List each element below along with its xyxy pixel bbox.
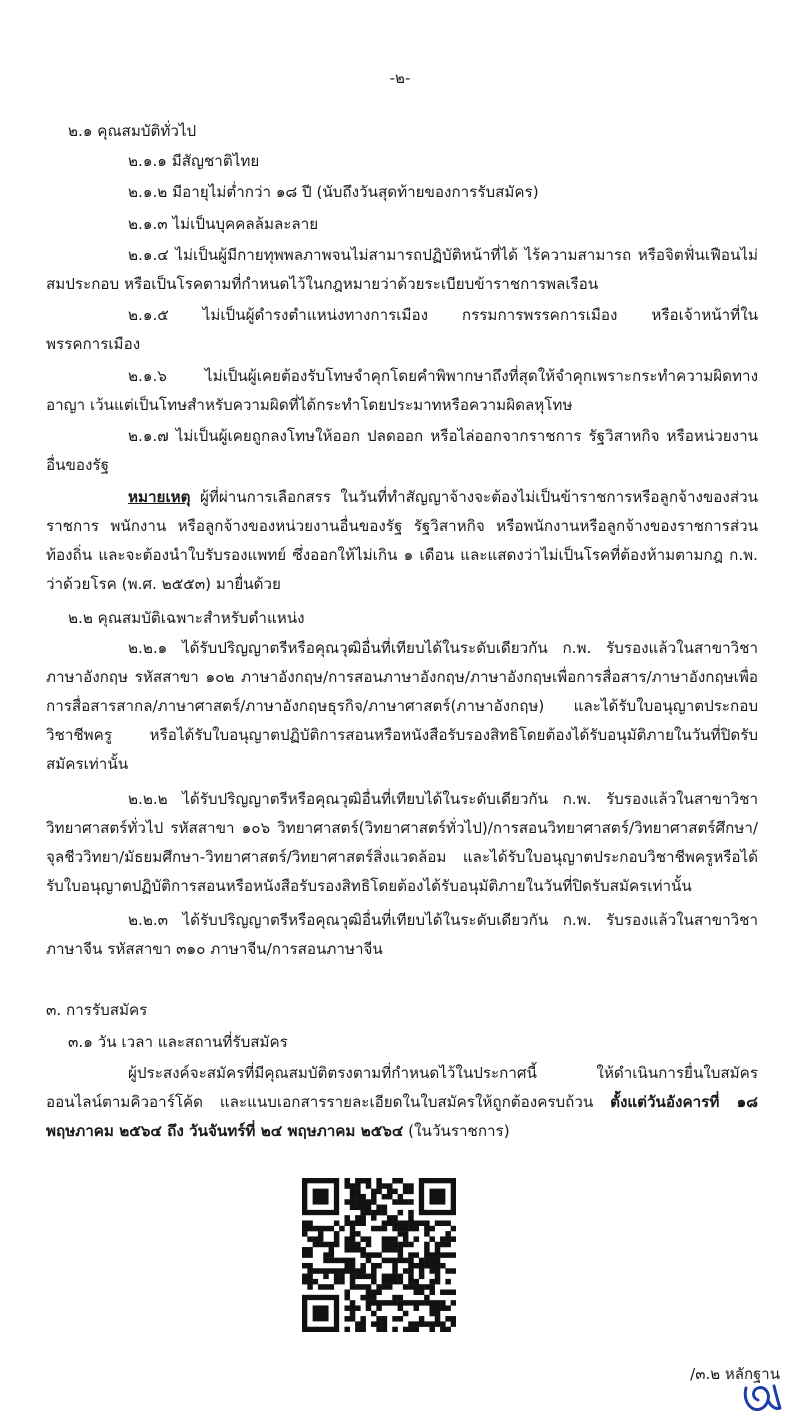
section-3-1-heading: ๓.๑ วัน เวลา และสถานที่รับสมัคร (68, 1033, 288, 1051)
note-text: ผู้ที่ผ่านการเลือกสรร ในวันที่ทำสัญญาจ้างจะต้องไม่เป็นข้าราชการหรือลูกจ้างของส่วนราชการ พนักงาน หรือลูกจ้างของหน่วยงานอื่นของรัฐ รัฐวิสาหกิจ หรือพนักงานหรือลูกจ้างของราชการส่วนท้องถิ่น และจะต้องนำใบรับรองแพทย์ ซึ่งออกให้ไม่เกิน ๑ เดือน และแสดงว่าไม่เป็นโรคที่ต้องห้ามตามกฎ ก.พ. ว่าด้วยโรค (พ.ศ. ๒๕๕๓) มายื่นด้วย (46, 488, 758, 593)
handwritten-page-mark (740, 1380, 784, 1414)
application-qr-code[interactable] (302, 1178, 456, 1332)
item-2-1-5: ๒.๑.๕ ไม่เป็นผู้ดำรงตำแหน่งทางการเมือง กรรมการพรรคการเมือง หรือเจ้าหน้าที่ในพรรคการเมือง (46, 306, 758, 353)
application-instructions: ผู้ประสงค์จะสมัครที่มีคุณสมบัติตรงตามที่กำหนดไว้ในประกาศนี้ ให้ดำเนินการยื่นใบสมัครออนไลน์ตามคิวอาร์โค้ด และแนบเอกสารรายละเอียดในใบสมัครให้ถูกต้องครบถ้วน (46, 1064, 758, 1111)
continuation-reference: /๓.๒ หลักฐาน (690, 1365, 780, 1383)
section-2-1-heading: ๒.๑ คุณสมบัติทั่วไป (68, 122, 197, 140)
item-2-1-7: ๒.๑.๗ ไม่เป็นผู้เคยถูกลงโทษให้ออก ปลดออก หรือไล่ออกจากราชการ รัฐวิสาหกิจ หรือหน่วยงานอื่นของรัฐ (46, 427, 758, 474)
qr-code-image (302, 1178, 456, 1332)
application-period-note: (ในวันราชการ) (403, 1122, 510, 1140)
item-2-2-2: ๒.๒.๒ ได้รับปริญญาตรีหรือคุณวุฒิอื่นที่เทียบได้ในระดับเดียวกัน ก.พ. รับรองแล้วในสาขาวิชาวิทยาศาสตร์ทั่วไป รหัสสาขา ๑๐๖ วิทยาศาสตร์(วิทยาศาสตร์ทั่วไป)/การสอนวิทยาศาสตร์/วิทยาศาสตร์ศึกษา/จุลชีววิทยา/มัธยมศึกษา-วิทยาศาสตร์/วิทยาศาสตร์สิ่งแวดล้อม และได้รับใบอนุญาตประกอบวิชาชีพครูหรือได้รับใบอนุญาตปฏิบัติการสอนหรือหนังสือรับรองสิทธิโดยต้องได้รับอนุมัติภายในวันที่ปิดรับสมัครเท่านั้น (46, 790, 758, 895)
item-2-1-1: ๒.๑.๑ มีสัญชาติไทย (128, 152, 260, 170)
note-label: หมายเหตุ (128, 488, 191, 506)
item-2-2-3: ๒.๒.๓ ได้รับปริญญาตรีหรือคุณวุฒิอื่นที่เทียบได้ในระดับเดียวกัน ก.พ. รับรองแล้วในสาขาวิชาภาษาจีน รหัสสาขา ๓๑๐ ภาษาจีน/การสอนภาษาจีน (46, 911, 758, 958)
item-2-2-1: ๒.๒.๑ ได้รับปริญญาตรีหรือคุณวุฒิอื่นที่เทียบได้ในระดับเดียวกัน ก.พ. รับรองแล้วในสาขาวิชาภาษาอังกฤษ รหัสสาขา ๑๐๒ ภาษาอังกฤษ/การสอนภาษาอังกฤษ/ภาษาอังกฤษเพื่อการสื่อสาร/ภาษาอังกฤษเพื่อการสื่อสารสากล/ภาษาศาสตร์/ภาษาอังกฤษธุรกิจ/ภาษาศาสตร์(ภาษาอังกฤษ) และได้รับใบอนุญาตประกอบวิชาชีพครู หรือได้รับใบอนุญาตปฏิบัติการสอนหรือหนังสือรับรองสิทธิโดยต้องได้รับอนุมัติภายในวันที่ปิดรับสมัครเท่านั้น (46, 639, 758, 773)
note-paragraph (46, 483, 758, 599)
item-2-1-6: ๒.๑.๖ ไม่เป็นผู้เคยต้องรับโทษจำคุกโดยคำพิพากษาถึงที่สุดให้จำคุกเพราะกระทำความผิดทางอาญา เว้นแต่เป็นโทษสำหรับความผิดที่ได้กระทำโดยประมาทหรือความผิดลหุโทษ (46, 367, 758, 414)
section-3-heading: ๓. การรับสมัคร (46, 1001, 148, 1019)
item-2-1-3: ๒.๑.๓ ไม่เป็นบุคคลล้มละลาย (128, 215, 319, 233)
section-2-2-heading: ๒.๒ คุณสมบัติเฉพาะสำหรับตำแหน่ง (68, 609, 305, 627)
item-2-1-2: ๒.๑.๒ มีอายุไม่ต่ำกว่า ๑๘ ปี (นับถึงวันสุดท้ายของการรับสมัคร) (128, 183, 539, 201)
item-2-1-4: ๒.๑.๔ ไม่เป็นผู้มีกายทุพพลภาพจนไม่สามารถปฏิบัติหน้าที่ได้ ไร้ความสามารถ หรือจิตฟั่นเฟือนไม่สมประกอบ หรือเป็นโรคตามที่กำหนดไว้ในกฎหมายว่าด้วยระเบียบข้าราชการพลเรือน (46, 246, 758, 293)
application-period: ตั้งแต่วันอังคารที่ ๑๘ พฤษภาคม ๒๕๖๔ ถึง วันจันทร์ที่ ๒๔ พฤษภาคม ๒๕๖๔ (46, 1093, 758, 1140)
page-number: -๒- (389, 69, 411, 87)
section-3-1-paragraph (46, 1059, 758, 1146)
